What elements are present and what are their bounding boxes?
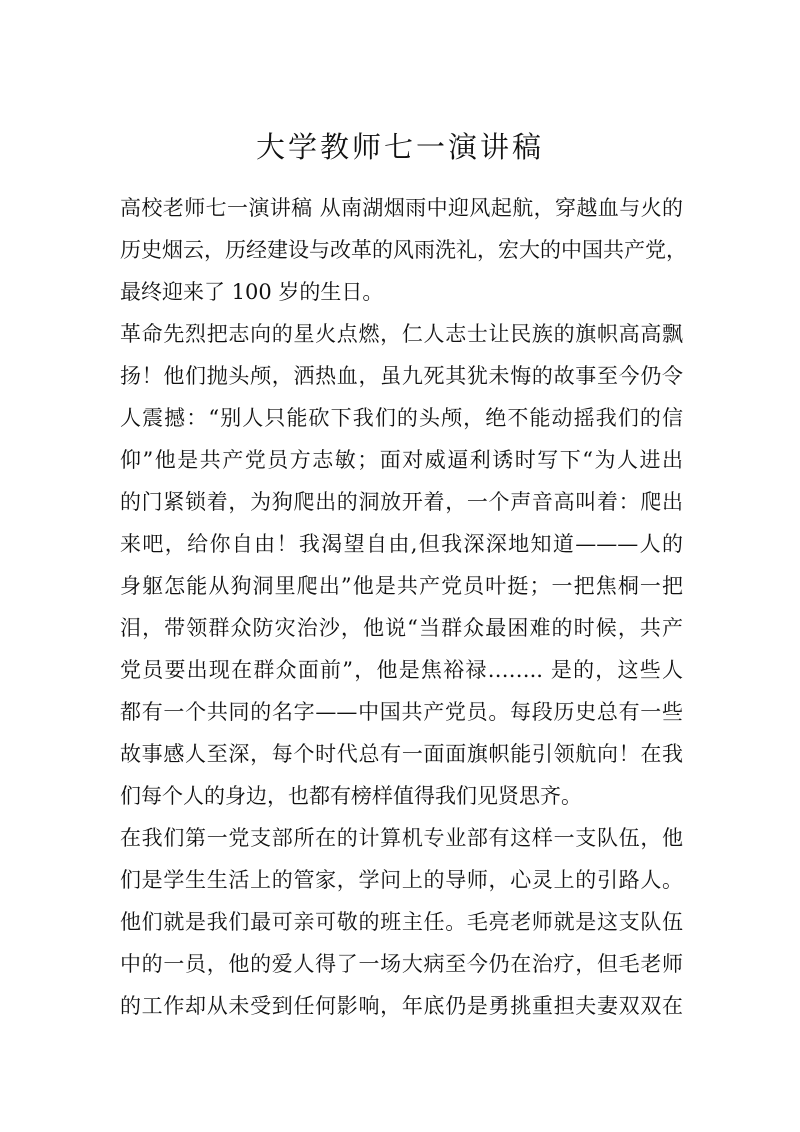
text-line: 革命先烈把志向的星火点燃，仁人志士让民族的旗帜高高飘	[120, 322, 683, 346]
text-line: 党员要出现在群众面前”，他是焦裕禄…….. 是的，这些人	[120, 658, 683, 682]
text-line: 们是学生生活上的管家，学问上的导师，心灵上的引路人。	[120, 868, 683, 892]
text-line: 在我们第一党支部所在的计算机专业部有这样一支队伍，他	[120, 826, 683, 850]
text-line: 来吧，给你自由！我渴望自由,但我深深地知道———人的	[120, 532, 683, 556]
page-title: 大学教师七一演讲稿	[255, 130, 544, 164]
text-line: 他们就是我们最可亲可敬的班主任。毛亮老师就是这支队伍	[120, 910, 683, 934]
text-line: 高校老师七一演讲稿 从南湖烟雨中迎风起航，穿越血与火的	[120, 196, 683, 220]
text-line: 泪，带领群众防灾治沙，他说“当群众最困难的时候，共产	[120, 616, 683, 640]
text-line: 最终迎来了 100 岁的生日。	[120, 280, 384, 304]
text-line: 历史烟云，历经建设与改革的风雨洗礼，宏大的中国共产党，	[120, 238, 687, 262]
text-line: 们每个人的身边，也都有榜样值得我们见贤思齐。	[120, 784, 582, 808]
text-line: 中的一员，他的爱人得了一场大病至今仍在治疗，但毛老师	[120, 952, 683, 976]
text-line: 故事感人至深，每个时代总有一面面旗帜能引领航向！在我	[120, 742, 683, 766]
text-line: 身躯怎能从狗洞里爬出”他是共产党员叶挺；一把焦桐一把	[120, 574, 683, 598]
text-line: 都有一个共同的名字——中国共产党员。每段历史总有一些	[120, 700, 683, 724]
text-line: 的门紧锁着，为狗爬出的洞放开着，一个声音高叫着：爬出	[120, 490, 683, 514]
text-line: 仰”他是共产党员方志敏；面对威逼利诱时写下“为人进出	[120, 448, 683, 472]
text-line: 的工作却从未受到任何影响，年底仍是勇挑重担夫妻双双在	[120, 994, 683, 1018]
document-body	[120, 187, 687, 1027]
text-line: 人震撼：“别人只能砍下我们的头颅，绝不能动摇我们的信	[120, 406, 683, 430]
text-line: 扬！他们抛头颅，洒热血，虽九死其犹未悔的故事至今仍令	[120, 364, 683, 388]
